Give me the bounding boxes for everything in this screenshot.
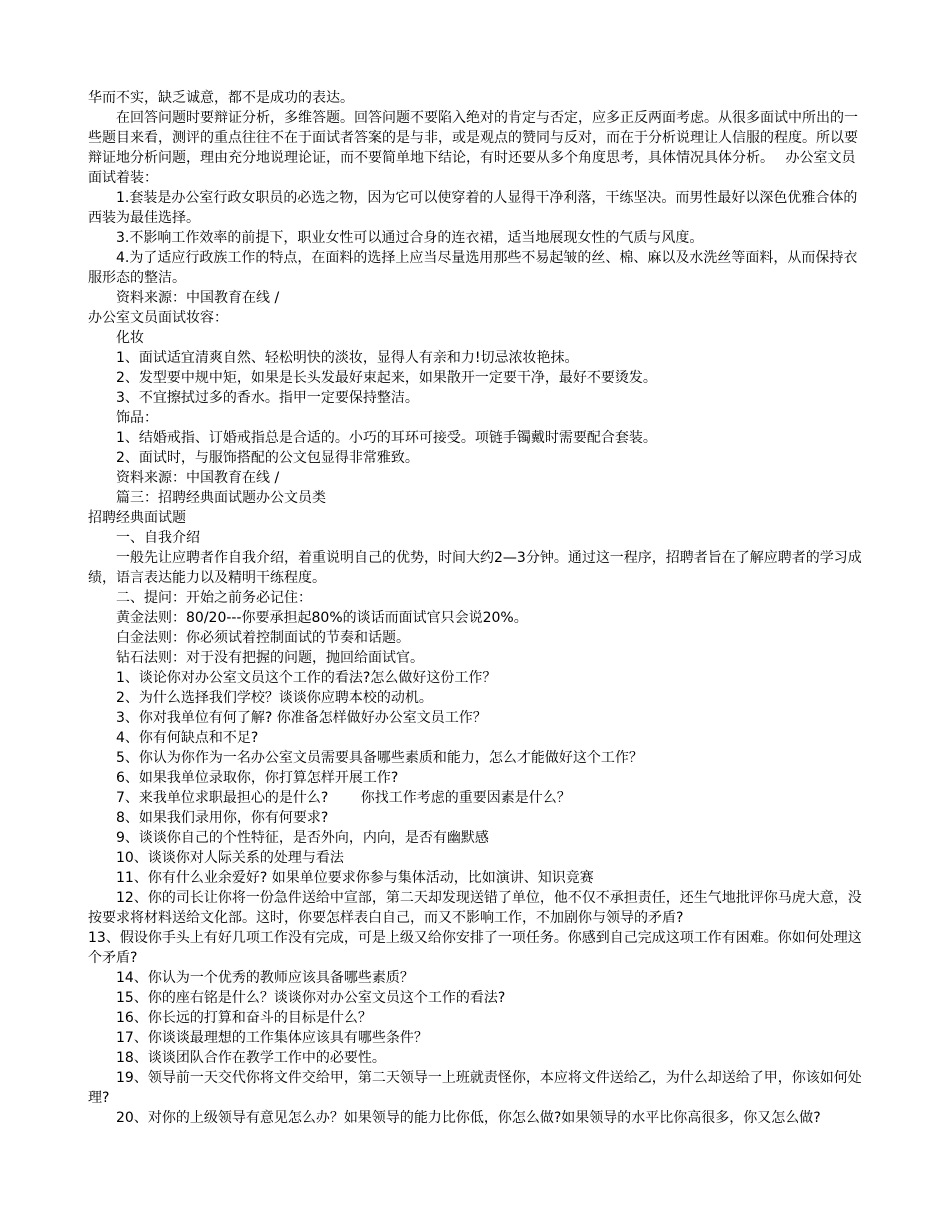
question-item: 3、你对我单位有何了解? 你准备怎样做好办公室文员工作？ [116,710,487,726]
question-item: 6、如果我单位录取你，你打算怎样开展工作? [116,770,399,786]
question-item: 17、你谈谈最理想的工作集体应该具有哪些条件？ [116,1030,428,1046]
rule-item: 黄金法则：80/20---你要承担起80%的谈话而面试官只会说20%。 [116,610,528,626]
makeup-item: 1、面试适宜清爽自然、轻松明快的淡妆，显得人有亲和力!切忌浓妆艳抹。 [116,350,579,366]
dress-item: 3.不影响工作效率的前提下，职业女性可以通过合身的连衣裙，适当地展现女性的气质与风度。 [116,230,704,246]
question-item: 19、领导前一天交代你将文件交给甲，第二天领导一上班就责怪你，本应将文件送给乙，为什么却送给了甲，你该如何处理? [88,1070,862,1106]
rule-item: 白金法则：你必须试着控制面试的节奏和话题。 [116,630,410,646]
paragraph-dialectical-analysis: 在回答问题时要辩证分析，多维答题。回答问题不要陷入绝对的肯定与否定，应多正反两面考虑。从很多面试中所出的一些题目来看，测评的重点往往不在于面试者答案的是与非，或是观点的赞同与反对，而在于分析说理让人信服的程度。所以要辩证地分析问题，理由充分地说理论证，而不要简单地下结论，有时还要从多个角度思考，具体情况具体分析。 办公室文员面试着装： [88,110,858,186]
question-item: 2、为什么选择我们学校？谈谈你应聘本校的动机。 [116,690,433,706]
source-note: 资料来源：中国教育在线 / [116,290,280,306]
makeup-label: 化妆 [116,330,144,346]
question-item: 18、谈谈团队合作在教学工作中的必要性。 [116,1050,386,1066]
question-item: 11、你有什么业余爱好? 如果单位要求你参与集体活动，比如演讲、知识竞赛 [116,870,594,886]
question-item: 9、谈谈你自己的个性特征，是否外向，内向，是否有幽默感 [116,830,489,846]
question-item: 15、你的座右铭是什么？谈谈你对办公室文员这个工作的看法? [116,990,506,1006]
question-item: 5、你认为你作为一名办公室文员需要具备哪些素质和能力，怎么才能做好这个工作？ [116,750,643,766]
part-three-heading: 篇三：招聘经典面试题办公文员类 [116,490,326,506]
question-item: 4、你有何缺点和不足? [116,730,259,746]
paragraph-intro-end: 华而不实，缺乏诚意，都不是成功的表达。 [88,90,354,106]
question-item: 13、假设你手头上有好几项工作没有完成，可是上级又给你安排了一项任务。你感到自己完成这项工作有困难。你如何处理这个矛盾? [88,930,862,966]
question-item: 14、你认为一个优秀的教师应该具备哪些素质？ [116,970,414,986]
jewelry-label: 饰品： [116,410,158,426]
question-item: 1、谈论你对办公室文员这个工作的看法?怎么做好这份工作？ [116,670,497,686]
makeup-heading: 办公室文员面试妆容： [88,310,228,326]
makeup-item: 3、不宜擦拭过多的香水。指甲一定要保持整洁。 [116,390,419,406]
dress-item: 4.为了适应行政族工作的特点，在面料的选择上应当尽量选用那些不易起皱的丝、棉、麻以及水洗丝等面料，从而保持衣服形态的整洁。 [88,250,858,286]
jewelry-item: 2、面试时，与服饰搭配的公文包显得非常雅致。 [116,450,419,466]
classic-questions-heading: 招聘经典面试题 [88,510,186,526]
source-note: 资料来源：中国教育在线 / [116,470,280,486]
question-item: 7、来我单位求职最担心的是什么? 你找工作考虑的重要因素是什么？ [116,790,571,806]
rule-item: 钻石法则：对于没有把握的问题，抛回给面试官。 [116,650,424,666]
jewelry-item: 1、结婚戒指、订婚戒指总是合适的。小巧的耳环可接受。项链手镯戴时需要配合套装。 [116,430,657,446]
section-self-intro: 一、自我介绍 [116,530,200,546]
question-item: 8、如果我们录用你，你有何要求? [116,810,329,826]
section-questions: 二、提问：开始之前务必记住： [116,590,312,606]
dress-item: 1.套装是办公室行政女职员的必选之物，因为它可以使穿着的人显得干净利落，干练坚决。而男性最好以深色优雅合体的西装为最佳选择。 [88,190,858,226]
question-item: 12、你的司长让你将一份急件送给中宣部，第二天却发现送错了单位，他不仅不承担责任，还生气地批评你马虎大意，没按要求将材料送给文化部。这时，你要怎样表白自己，而又不影响工作，不加剧你与领导的矛盾? [88,890,862,926]
makeup-item: 2、发型要中规中矩，如果是长头发最好束起来，如果散开一定要干净，最好不要烫发。 [116,370,657,386]
question-item: 16、你长远的打算和奋斗的目标是什么？ [116,1010,372,1026]
self-intro-text: 一般先让应聘者作自我介绍，着重说明自己的优势，时间大约2—3分钟。通过这一程序，招聘者旨在了解应聘者的学习成绩，语言表达能力以及精明干练程度。 [88,550,862,586]
question-item: 10、谈谈你对人际关系的处理与看法 [116,850,344,866]
question-item: 20、对你的上级领导有意见怎么办？如果领导的能力比你低，你怎么做?如果领导的水平比你高很多，你又怎么做? [116,1110,821,1126]
